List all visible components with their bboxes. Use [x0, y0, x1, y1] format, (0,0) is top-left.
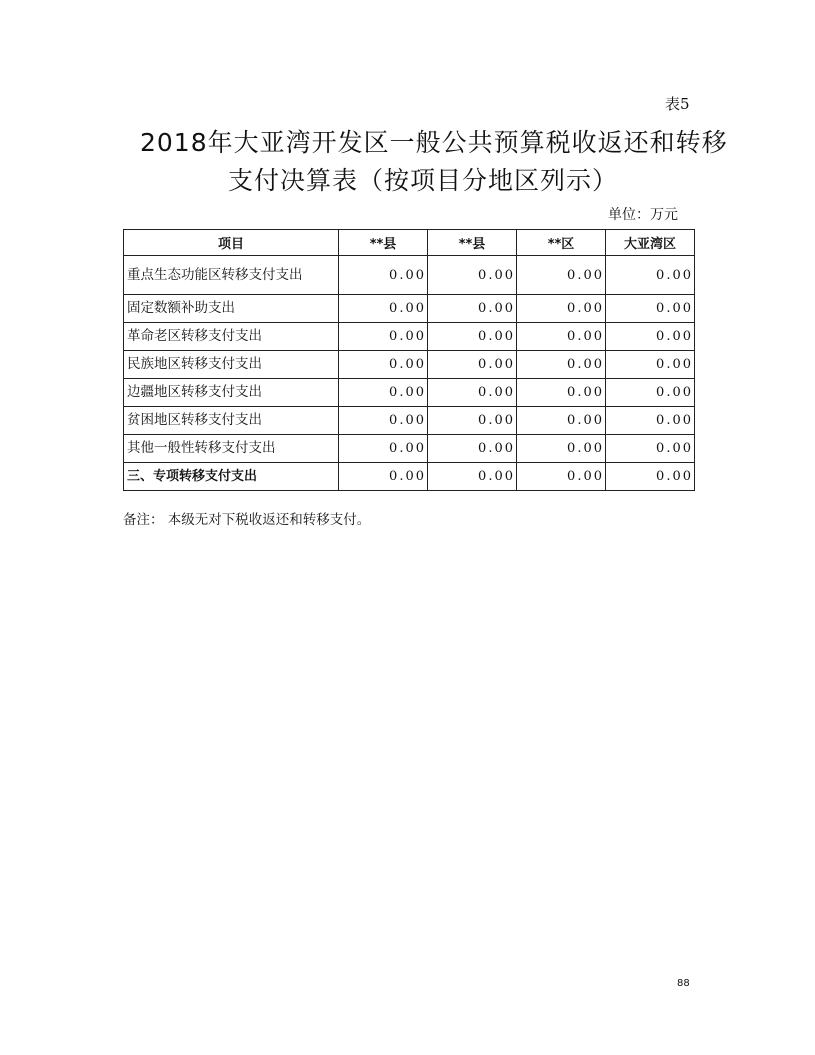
row-label: 三、专项转移支付支出 — [124, 463, 339, 491]
header-county-2: **县 — [428, 230, 517, 256]
table-row — [124, 351, 695, 379]
row-label: 重点生态功能区转移支付支出 — [124, 256, 339, 295]
cell-value: 0.00 — [606, 435, 695, 463]
cell-value: 0.00 — [339, 323, 428, 351]
cell-value: 0.00 — [428, 435, 517, 463]
cell-value: 0.00 — [339, 463, 428, 491]
cell-value: 0.00 — [339, 295, 428, 323]
cell-value: 0.00 — [517, 407, 606, 435]
table-row — [124, 256, 695, 295]
cell-value: 0.00 — [517, 435, 606, 463]
row-label: 贫困地区转移支付支出 — [124, 407, 339, 435]
header-item: 项目 — [124, 230, 339, 256]
budget-table — [123, 229, 695, 491]
cell-value: 0.00 — [606, 463, 695, 491]
cell-value: 0.00 — [428, 351, 517, 379]
cell-value: 0.00 — [339, 256, 428, 295]
row-label: 边疆地区转移支付支出 — [124, 379, 339, 407]
header-row — [124, 230, 695, 256]
cell-value: 0.00 — [517, 323, 606, 351]
cell-value: 0.00 — [428, 379, 517, 407]
title-line-2: 支付决算表（按项目分地区列示） — [228, 166, 619, 195]
cell-value: 0.00 — [517, 463, 606, 491]
cell-value: 0.00 — [606, 256, 695, 295]
title-line-1: 2018年大亚湾开发区一般公共预算税收返还和转移 — [140, 128, 728, 157]
cell-value: 0.00 — [606, 407, 695, 435]
table-note: 备注： 本级无对下税收返还和转移支付。 — [123, 512, 371, 528]
row-label: 其他一般性转移支付支出 — [124, 435, 339, 463]
table-row — [124, 295, 695, 323]
table-row — [124, 407, 695, 435]
row-label: 固定数额补助支出 — [124, 295, 339, 323]
cell-value: 0.00 — [606, 323, 695, 351]
cell-value: 0.00 — [428, 256, 517, 295]
cell-value: 0.00 — [339, 435, 428, 463]
row-label: 革命老区转移支付支出 — [124, 323, 339, 351]
cell-value: 0.00 — [428, 323, 517, 351]
cell-value: 0.00 — [428, 463, 517, 491]
cell-value: 0.00 — [428, 407, 517, 435]
row-label: 民族地区转移支付支出 — [124, 351, 339, 379]
cell-value: 0.00 — [517, 256, 606, 295]
cell-value: 0.00 — [428, 295, 517, 323]
table-number: 表5 — [665, 95, 690, 113]
cell-value: 0.00 — [339, 407, 428, 435]
table-row — [124, 379, 695, 407]
header-district: **区 — [517, 230, 606, 256]
document-title — [100, 124, 740, 200]
unit-label: 单位：万元 — [608, 207, 678, 223]
cell-value: 0.00 — [606, 295, 695, 323]
table-row-special-transfer — [124, 463, 695, 491]
table-row — [124, 435, 695, 463]
cell-value: 0.00 — [606, 351, 695, 379]
cell-value: 0.00 — [606, 379, 695, 407]
table-row — [124, 323, 695, 351]
cell-value: 0.00 — [517, 295, 606, 323]
cell-value: 0.00 — [517, 379, 606, 407]
table-header — [124, 230, 695, 256]
cell-value: 0.00 — [339, 351, 428, 379]
header-county-1: **县 — [339, 230, 428, 256]
header-dayawan: 大亚湾区 — [606, 230, 695, 256]
cell-value: 0.00 — [339, 379, 428, 407]
cell-value: 0.00 — [517, 351, 606, 379]
table-body — [124, 256, 695, 491]
page-number: 88 — [677, 978, 690, 989]
